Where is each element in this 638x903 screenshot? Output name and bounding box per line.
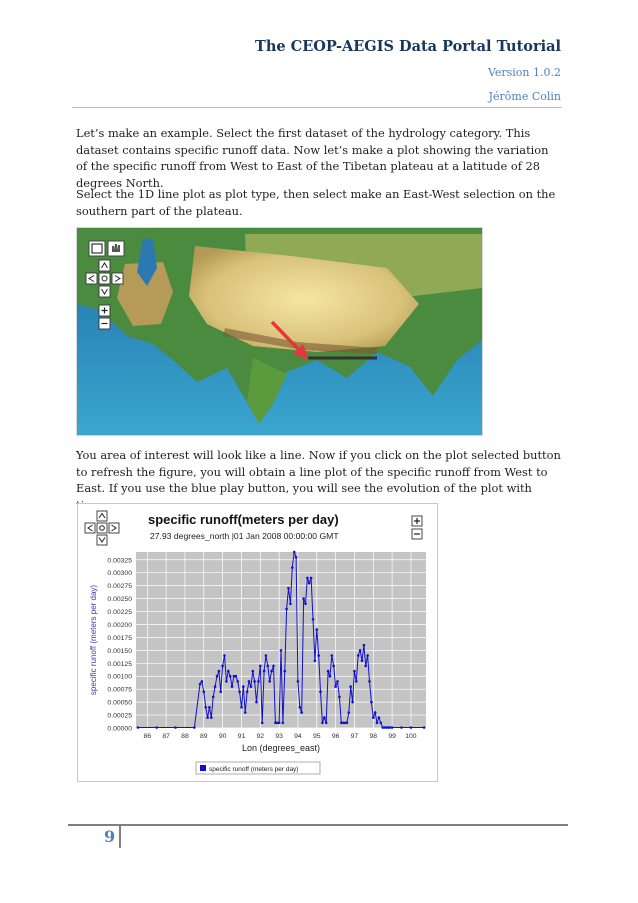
data-point bbox=[287, 587, 290, 590]
data-point bbox=[368, 680, 371, 683]
y-tick-labels bbox=[107, 557, 132, 732]
data-point bbox=[310, 577, 313, 580]
data-point bbox=[359, 649, 362, 652]
data-point bbox=[297, 680, 300, 683]
data-point bbox=[252, 670, 255, 673]
data-point bbox=[400, 726, 403, 729]
data-point bbox=[272, 665, 275, 668]
y-tick-label: 0.00325 bbox=[107, 557, 132, 565]
data-point bbox=[312, 618, 315, 621]
data-point bbox=[423, 726, 426, 729]
x-tick-label: 99 bbox=[388, 733, 396, 740]
data-point bbox=[270, 670, 273, 673]
data-point bbox=[223, 654, 226, 657]
data-point bbox=[242, 685, 245, 688]
data-point bbox=[353, 670, 356, 673]
chart-pan-right-icon[interactable] bbox=[109, 523, 119, 533]
x-tick-label: 88 bbox=[181, 733, 189, 740]
data-point bbox=[231, 685, 234, 688]
data-point bbox=[221, 665, 224, 668]
runoff-line-chart bbox=[78, 504, 437, 781]
data-point bbox=[212, 696, 215, 699]
data-point bbox=[174, 726, 177, 729]
data-point bbox=[238, 691, 241, 694]
data-point bbox=[246, 691, 249, 694]
y-tick-label: 0.00125 bbox=[107, 660, 132, 668]
data-point bbox=[317, 654, 320, 657]
data-point bbox=[236, 680, 239, 683]
header-author: Jérôme Colin bbox=[488, 90, 561, 103]
data-point bbox=[285, 608, 288, 611]
x-tick-label: 94 bbox=[294, 733, 302, 740]
data-point bbox=[338, 696, 341, 699]
y-tick-label: 0.00075 bbox=[107, 686, 132, 694]
data-point bbox=[332, 665, 335, 668]
pan-up-icon[interactable] bbox=[99, 260, 110, 271]
x-tick-label: 87 bbox=[162, 733, 170, 740]
y-tick-label: 0.00025 bbox=[107, 712, 132, 720]
data-point bbox=[366, 654, 369, 657]
data-point bbox=[308, 582, 311, 585]
data-point bbox=[227, 670, 230, 673]
data-point bbox=[374, 711, 377, 714]
data-point bbox=[257, 680, 260, 683]
y-tick-label: 0.00100 bbox=[107, 673, 132, 681]
data-point bbox=[295, 556, 298, 559]
runoff-plot-screenshot bbox=[77, 503, 438, 782]
data-point bbox=[349, 685, 352, 688]
data-point bbox=[214, 685, 217, 688]
data-point bbox=[357, 654, 360, 657]
data-point bbox=[348, 711, 351, 714]
data-point bbox=[325, 722, 328, 725]
legend-swatch bbox=[200, 765, 206, 771]
legend-label: specific runoff (meters per day) bbox=[209, 766, 299, 773]
chart-legend bbox=[196, 762, 320, 774]
pan-down-icon[interactable] bbox=[99, 286, 110, 297]
data-point bbox=[319, 691, 322, 694]
map-screenshot bbox=[76, 227, 483, 436]
data-point bbox=[193, 726, 196, 729]
data-point bbox=[410, 726, 413, 729]
x-tick-label: 92 bbox=[256, 733, 265, 740]
data-point bbox=[203, 691, 206, 694]
data-point bbox=[235, 675, 238, 678]
y-tick-label: 0.00225 bbox=[107, 609, 132, 617]
page-number: 9 bbox=[104, 827, 116, 846]
data-point bbox=[265, 654, 268, 657]
zoom-out-icon[interactable] bbox=[99, 318, 110, 329]
data-point bbox=[263, 670, 266, 673]
data-point bbox=[391, 726, 394, 729]
data-point bbox=[219, 691, 222, 694]
y-tick-label: 0.00175 bbox=[107, 634, 132, 642]
data-point bbox=[361, 659, 364, 662]
data-point bbox=[376, 722, 379, 725]
header-title: The CEOP-AEGIS Data Portal Tutorial bbox=[255, 38, 561, 55]
zoom-extent-icon[interactable] bbox=[99, 273, 110, 284]
y-tick-label: 0.00150 bbox=[107, 647, 132, 655]
chart-pan-down-icon[interactable] bbox=[97, 535, 107, 545]
y-tick-label: 0.00250 bbox=[107, 596, 132, 604]
data-point bbox=[346, 722, 349, 725]
y-axis-label: specific runoff (meters per day) bbox=[89, 584, 98, 696]
data-point bbox=[289, 603, 292, 606]
data-point bbox=[199, 683, 202, 686]
footer-separator bbox=[119, 826, 121, 848]
data-point bbox=[334, 685, 337, 688]
data-point bbox=[244, 711, 247, 714]
data-point bbox=[268, 680, 271, 683]
data-point bbox=[280, 649, 283, 652]
data-point bbox=[137, 726, 140, 729]
chart-pan-up-icon[interactable] bbox=[97, 511, 107, 521]
x-tick-label: 86 bbox=[143, 733, 152, 740]
header-version: Version 1.0.2 bbox=[487, 66, 561, 79]
pan-hand-icon[interactable] bbox=[108, 241, 124, 256]
data-point bbox=[210, 716, 213, 719]
data-point bbox=[250, 685, 253, 688]
data-point bbox=[240, 706, 243, 709]
data-point bbox=[155, 726, 158, 729]
data-point bbox=[248, 680, 251, 683]
x-tick-label: 93 bbox=[275, 733, 283, 740]
data-point bbox=[253, 680, 256, 683]
x-tick-label: 96 bbox=[331, 733, 340, 740]
data-point bbox=[206, 716, 209, 719]
data-point bbox=[380, 722, 383, 725]
data-point bbox=[321, 722, 324, 725]
chart-title: specific runoff(meters per day) bbox=[148, 512, 339, 527]
y-tick-label: 0.00000 bbox=[107, 725, 132, 733]
chart-zoom-in-icon[interactable] bbox=[412, 516, 422, 526]
data-point bbox=[218, 670, 221, 673]
data-point bbox=[284, 670, 287, 673]
data-point bbox=[331, 654, 334, 657]
data-point bbox=[225, 680, 228, 683]
data-point bbox=[216, 675, 219, 678]
pan-left-icon[interactable] bbox=[86, 273, 97, 284]
data-point bbox=[293, 551, 296, 554]
data-point bbox=[316, 628, 319, 631]
data-point bbox=[363, 644, 366, 647]
paragraph-result: You area of interest will look like a line. Now if you click on the plot selected button to refresh the figure, you will obtain a line plot of the specific runoff from West to East. If you use the blue play button, you will see the evolution of the plot with bbox=[76, 448, 561, 495]
y-tick-label: 0.00300 bbox=[107, 570, 132, 578]
x-tick-label: 91 bbox=[237, 733, 246, 740]
data-point bbox=[304, 603, 307, 606]
select-box-icon[interactable] bbox=[89, 241, 105, 256]
data-point bbox=[327, 670, 330, 673]
chart-zoom-extent-icon[interactable] bbox=[97, 523, 107, 533]
y-tick-label: 0.00050 bbox=[107, 699, 132, 707]
data-point bbox=[378, 716, 381, 719]
paragraph-selection: Select the 1D line plot as plot type, then select make an East-West selection on the southern part of the plateau. bbox=[76, 187, 556, 218]
footer-divider bbox=[68, 824, 568, 826]
x-axis-label: Lon (degrees_east) bbox=[241, 743, 321, 753]
x-tick-label: 89 bbox=[200, 733, 208, 740]
data-point bbox=[255, 701, 258, 704]
data-point bbox=[204, 706, 207, 709]
chart-pan-left-icon[interactable] bbox=[85, 523, 95, 533]
y-tick-label: 0.00200 bbox=[107, 621, 132, 629]
data-point bbox=[278, 722, 281, 725]
x-tick-label: 97 bbox=[350, 733, 359, 740]
x-tick-label: 100 bbox=[405, 733, 417, 740]
chart-zoom-out-icon[interactable] bbox=[412, 529, 422, 539]
data-point bbox=[291, 566, 294, 569]
data-point bbox=[299, 706, 302, 709]
data-point bbox=[314, 659, 317, 662]
chart-subtitle: 27.93 degrees_north |01 Jan 2008 00:00:00 GMT bbox=[150, 531, 339, 541]
data-point bbox=[267, 665, 270, 668]
data-point bbox=[208, 706, 211, 709]
data-point bbox=[336, 680, 339, 683]
data-point bbox=[370, 701, 373, 704]
data-point bbox=[229, 675, 232, 678]
x-tick-label: 98 bbox=[369, 733, 378, 740]
data-point bbox=[282, 722, 285, 725]
data-point bbox=[355, 680, 358, 683]
data-point bbox=[306, 577, 309, 580]
data-point bbox=[323, 716, 326, 719]
plot-area bbox=[136, 552, 426, 728]
data-point bbox=[364, 665, 367, 668]
paragraph-intro: Let’s make an example. Select the first dataset of the hydrology category. This dataset contains specific runoff data. Now let’s make a plot showing the variation of the specific runoff from West to East of the Tibetan plateau at a latitude of 28 degrees North. bbox=[76, 126, 549, 190]
header-divider bbox=[72, 107, 562, 108]
data-point bbox=[300, 711, 303, 714]
data-point bbox=[351, 701, 354, 704]
data-point bbox=[302, 597, 305, 600]
zoom-in-icon[interactable] bbox=[99, 305, 110, 316]
x-tick-label: 90 bbox=[218, 733, 227, 740]
data-point bbox=[259, 665, 262, 668]
data-point bbox=[201, 680, 204, 683]
pan-right-icon[interactable] bbox=[112, 273, 123, 284]
data-point bbox=[329, 675, 332, 678]
x-tick-labels bbox=[144, 733, 417, 740]
data-point bbox=[372, 716, 375, 719]
x-tick-label: 95 bbox=[312, 733, 321, 740]
y-tick-label: 0.00275 bbox=[107, 583, 132, 591]
data-point bbox=[261, 722, 264, 725]
